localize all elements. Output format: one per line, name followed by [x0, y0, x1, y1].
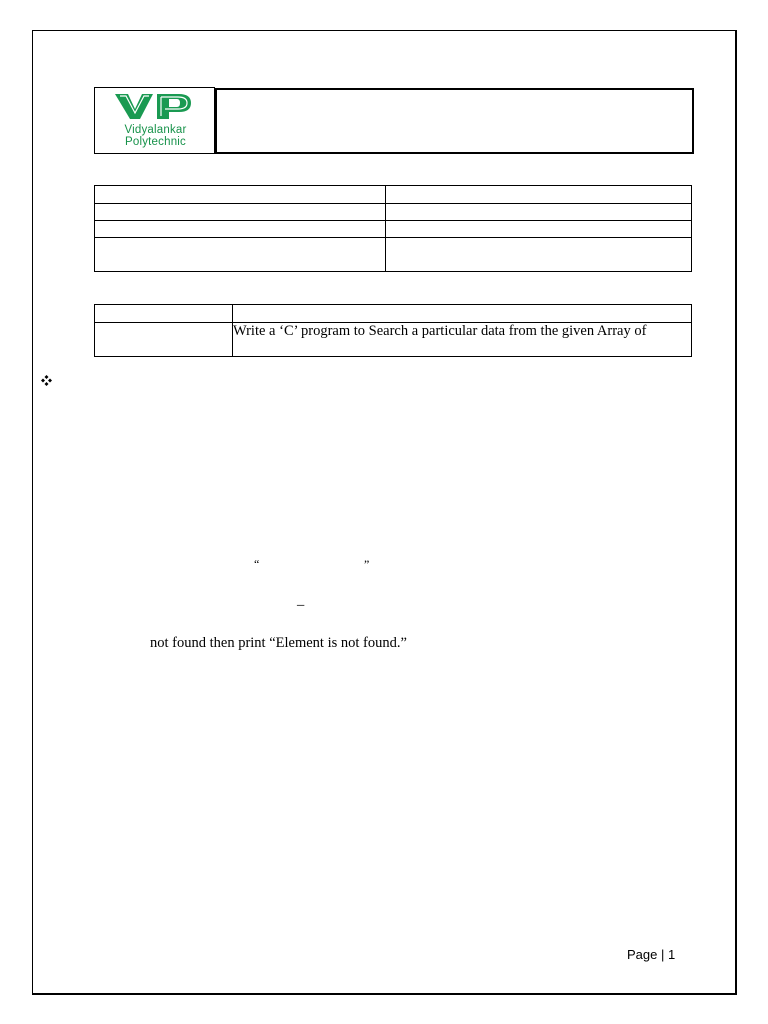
page-border [32, 30, 737, 995]
diamond-bullet-icon [40, 374, 53, 387]
table-row [95, 238, 692, 272]
aim-label-cell [95, 323, 233, 357]
close-quote: ” [364, 557, 370, 571]
not-found-text: not found then print “Element is not found.” [150, 635, 407, 651]
table-row [95, 221, 692, 238]
table-cell [233, 305, 692, 323]
institution-logo [94, 87, 215, 154]
table-row [95, 186, 692, 204]
table-row [95, 323, 692, 357]
vp-logo-icon [111, 90, 199, 120]
table-cell [386, 221, 692, 238]
header-title-box [215, 88, 694, 154]
logo-line-2: Polytechnic [124, 136, 186, 148]
table-cell [95, 221, 386, 238]
table-cell [95, 238, 386, 272]
page-footer [627, 947, 675, 962]
info-table [94, 185, 692, 272]
document-header [94, 87, 694, 155]
table-cell [95, 204, 386, 221]
table-cell [95, 186, 386, 204]
open-quote: “ [254, 557, 260, 571]
table-cell [386, 238, 692, 272]
aim-table [94, 304, 692, 357]
page-number: 1 [668, 947, 676, 962]
table-cell [386, 204, 692, 221]
aim-text-cell: Write a ‘C’ program to Search a particular data from the given Array of [233, 323, 692, 357]
table-row [95, 305, 692, 323]
page-separator: | [661, 947, 665, 962]
table-cell [95, 305, 233, 323]
page-label: Page [627, 947, 658, 962]
table-cell [386, 186, 692, 204]
logo-line-1: Vidyalankar [124, 124, 187, 136]
dash: – [297, 597, 305, 613]
table-row [95, 204, 692, 221]
